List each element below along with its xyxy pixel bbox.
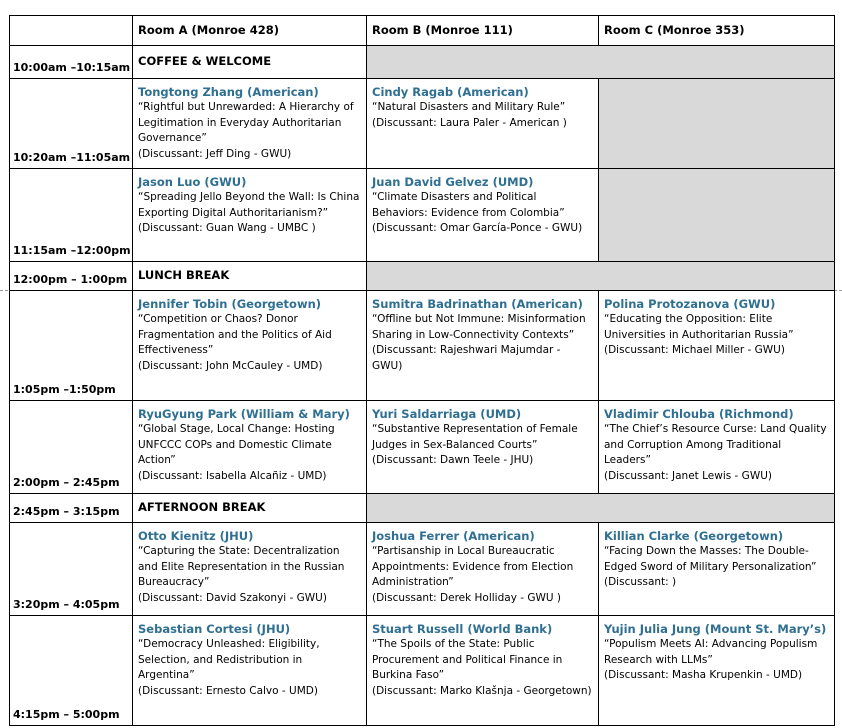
time-slot: 2:00pm – 2:45pm: [10, 401, 133, 494]
time-slot: 12:00pm – 1:00pm: [10, 262, 133, 291]
paper-title: “Offline but Not Immune: Misinformation Sharing in Low-Connectivity Contexts”: [372, 313, 586, 341]
break-label: AFTERNOON BREAK: [133, 494, 367, 523]
session-cell: [367, 616, 599, 726]
schedule-row: [10, 616, 835, 726]
session-cell: [133, 523, 367, 616]
discussant: (Discussant: Michael Miller - GWU): [604, 344, 785, 356]
discussant: (Discussant: Rajeshwari Majumdar - GWU): [372, 344, 561, 372]
discussant: (Discussant: Jeff Ding - GWU): [138, 147, 292, 160]
schedule-row: [10, 494, 835, 523]
session-cell: [133, 401, 367, 494]
discussant: (Discussant: Dawn Teele - JHU): [372, 454, 534, 466]
discussant: (Discussant: David Szakonyi - GWU): [138, 591, 327, 604]
session-cell: [367, 401, 599, 494]
room-header-b: Room B (Monroe 111): [367, 16, 599, 46]
paper-title: “Global Stage, Local Change: Hosting UNFCCC COPs and Domestic Climate Action”: [138, 423, 335, 466]
paper-title: “Democracy Unleashed: Eligibility, Selection, and Redistribution in Argentina”: [138, 638, 320, 681]
discussant: (Discussant: Masha Krupenkin - UMD): [604, 669, 803, 681]
time-slot: 10:00am –10:15am: [10, 46, 133, 79]
presenter-name: Stuart Russell (World Bank): [372, 622, 553, 636]
discussant: (Discussant: Omar García-Ponce - GWU): [372, 222, 583, 234]
discussant: (Discussant: Derek Holliday - GWU ): [372, 591, 562, 604]
presenter-name: Otto Kienitz (JHU): [138, 529, 254, 543]
session-cell: [133, 79, 367, 169]
time-slot: 1:05pm –1:50pm: [10, 291, 133, 401]
presenter-name: Jennifer Tobin (Georgetown): [138, 297, 322, 311]
schedule-row: [10, 401, 835, 494]
paper-title: “Populism Meets AI: Advancing Populism Research with LLMs”: [604, 638, 818, 666]
presenter-name: Tongtong Zhang (American): [138, 85, 319, 99]
paper-title: “Capturing the State: Decentralization and Elite Representation in the Russian Bureaucracy”: [138, 545, 345, 588]
time-slot: 11:15am –12:00pm: [10, 169, 133, 262]
session-cell: [133, 616, 367, 726]
discussant: (Discussant: Guan Wang - UMBC ): [138, 222, 316, 234]
schedule-row: [10, 291, 835, 401]
schedule-row: [10, 79, 835, 169]
discussant: (Discussant: ): [604, 576, 677, 588]
presenter-name: Killian Clarke (Georgetown): [604, 529, 784, 543]
presenter-name: Cindy Ragab (American): [372, 85, 529, 99]
paper-title: “Partisanship in Local Bureaucratic Appointments: Evidence from Election Administration”: [372, 545, 574, 588]
session-cell: [599, 291, 835, 401]
paper-title: “Educating the Opposition: Elite Universities in Authoritarian Russia”: [604, 313, 794, 341]
paper-title: “Natural Disasters and Military Rule”: [372, 101, 566, 113]
session-cell: [367, 169, 599, 262]
session-cell: [599, 401, 835, 494]
presenter-name: Yujin Julia Jung (Mount St. Mary’s): [604, 622, 827, 636]
schedule-row: [10, 262, 835, 291]
session-cell: [133, 169, 367, 262]
presenter-name: Sumitra Badrinathan (American): [372, 297, 583, 311]
header-corner-cell: [10, 16, 133, 46]
session-cell: [133, 291, 367, 401]
paper-title: “The Spoils of the State: Public Procurement and Political Finance in Burkina Faso”: [372, 638, 563, 681]
discussant: (Discussant: Marko Klašnja - Georgetown): [372, 684, 592, 697]
schedule-row: [10, 46, 835, 79]
time-slot: 4:15pm – 5:00pm: [10, 616, 133, 726]
session-cell: [599, 523, 835, 616]
session-cell: [599, 616, 835, 726]
schedule-row: [10, 523, 835, 616]
presenter-name: Joshua Ferrer (American): [372, 529, 535, 543]
presenter-name: RyuGyung Park (William & Mary): [138, 407, 350, 421]
empty-cell: [367, 46, 835, 79]
discussant: (Discussant: Laura Paler - American ): [372, 116, 567, 129]
paper-title: “Facing Down the Masses: The Double-Edged Sword of Military Personalization”: [604, 545, 817, 573]
session-cell: [367, 79, 599, 169]
presenter-name: Vladimir Chlouba (Richmond): [604, 407, 794, 421]
discussant: (Discussant: Ernesto Calvo - UMD): [138, 684, 318, 697]
presenter-name: Jason Luo (GWU): [138, 175, 247, 189]
time-slot: 10:20am –11:05am: [10, 79, 133, 169]
paper-title: “Rightful but Unrewarded: A Hierarchy of Legitimation in Everyday Authoritarian Governance”: [138, 101, 354, 144]
discussant: (Discussant: Janet Lewis - GWU): [604, 469, 772, 482]
session-cell: [367, 291, 599, 401]
break-label: LUNCH BREAK: [133, 262, 367, 291]
schedule-table: [9, 15, 835, 726]
paper-title: “Competition or Chaos? Donor Fragmentation and the Politics of Aid Effectiveness”: [138, 313, 332, 356]
presenter-name: Sebastian Cortesi (JHU): [138, 622, 291, 636]
paper-title: “Spreading Jello Beyond the Wall: Is China Exporting Digital Authoritarianism?”: [138, 191, 360, 219]
schedule-row: [10, 169, 835, 262]
session-cell: [367, 523, 599, 616]
paper-title: “Substantive Representation of Female Judges in Sex-Balanced Courts”: [372, 423, 578, 451]
header-row: [10, 16, 835, 46]
break-label: COFFEE & WELCOME: [133, 46, 367, 79]
empty-cell: [367, 262, 835, 291]
time-slot: 3:20pm – 4:05pm: [10, 523, 133, 616]
paper-title: “Climate Disasters and Political Behaviors: Evidence from Colombia”: [372, 191, 565, 219]
discussant: (Discussant: Isabella Alcañiz - UMD): [138, 469, 327, 482]
paper-title: “The Chief’s Resource Curse: Land Quality and Corruption Among Traditional Leaders”: [604, 423, 827, 466]
empty-cell: [367, 494, 835, 523]
discussant: (Discussant: John McCauley - UMD): [138, 359, 323, 372]
presenter-name: Juan David Gelvez (UMD): [372, 175, 534, 189]
room-header-a: Room A (Monroe 428): [133, 16, 367, 46]
presenter-name: Yuri Saldarriaga (UMD): [372, 407, 522, 421]
room-header-c: Room C (Monroe 353): [599, 16, 835, 46]
presenter-name: Polina Protozanova (GWU): [604, 297, 776, 311]
time-slot: 2:45pm – 3:15pm: [10, 494, 133, 523]
empty-cell: [599, 79, 835, 169]
empty-cell: [599, 169, 835, 262]
